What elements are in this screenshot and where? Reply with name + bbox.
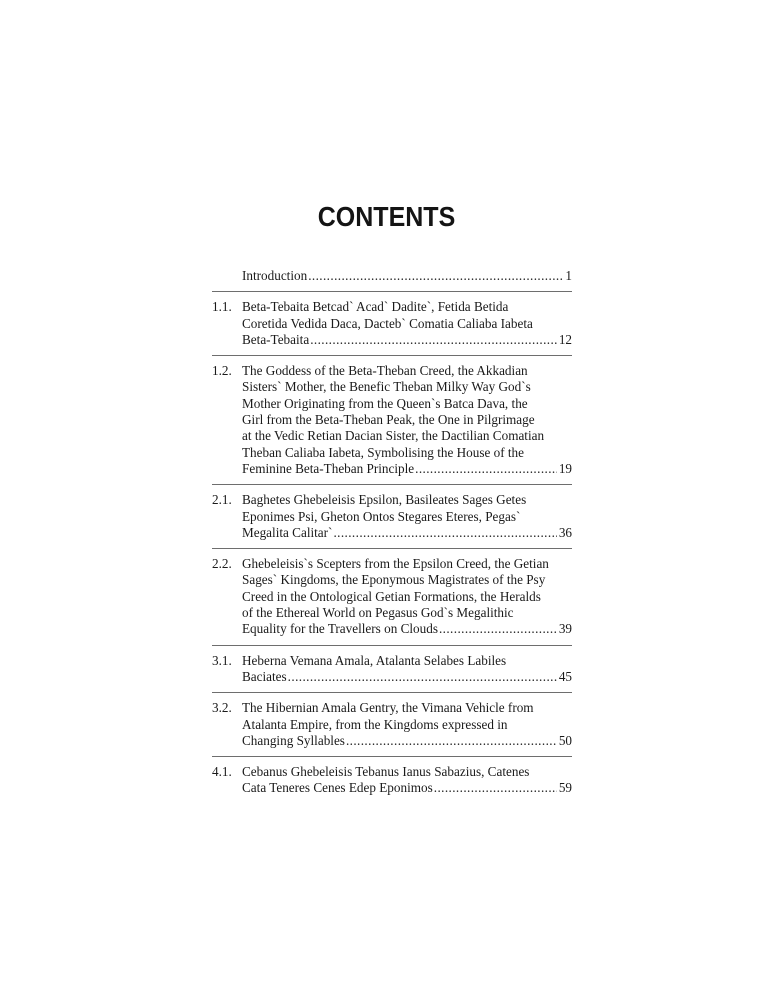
toc-entry-line <box>242 316 572 332</box>
toc-entry-introduction <box>212 268 572 284</box>
toc-entry <box>212 363 572 477</box>
toc-page-number: 1 <box>565 268 572 283</box>
toc-entry <box>212 700 572 749</box>
toc-entry-number: 4.1. <box>212 764 232 780</box>
dot-leader <box>346 733 557 749</box>
toc-page-number: 19 <box>558 460 572 476</box>
toc-entry-last-line <box>242 268 572 284</box>
toc-entry-text: Beta-Tebaita <box>242 331 310 347</box>
divider <box>212 291 572 292</box>
toc-entry-line <box>242 556 572 572</box>
toc-entry-text: Beta-Tebaita Betcad` Acad` Dadite`, Fetida Betida <box>242 299 509 315</box>
toc-entry-text: Equality for the Travellers on Clouds <box>242 621 438 637</box>
toc-entry-text: Cata Teneres Cenes Edep Eponimos <box>242 780 433 796</box>
toc-entry <box>212 492 572 541</box>
toc-entry-last-line <box>242 461 572 477</box>
dot-leader <box>310 332 557 348</box>
divider <box>212 756 572 757</box>
toc-entry-last-line <box>242 669 572 685</box>
toc-entry-text: Heberna Vemana Amala, Atalanta Selabes Labiles <box>242 652 507 668</box>
toc-entry-text: Megalita Calitar` <box>242 524 333 540</box>
divider <box>212 355 572 356</box>
table-of-contents <box>212 268 572 797</box>
toc-entry-number: 2.2. <box>212 556 232 572</box>
toc-entry-text: The Hibernian Amala Gentry, the Vimana Vehicle from <box>242 700 534 716</box>
toc-entry-line <box>242 363 572 379</box>
toc-entry-line <box>242 396 572 412</box>
toc-entry-line <box>242 379 572 395</box>
toc-page-number: 50 <box>558 732 572 748</box>
toc-entry-line <box>242 653 572 669</box>
toc-entry-line <box>242 299 572 315</box>
divider <box>212 548 572 549</box>
toc-page-number: 59 <box>558 780 572 796</box>
dot-leader <box>434 780 557 796</box>
toc-entry-line <box>242 412 572 428</box>
dot-leader <box>333 525 556 541</box>
divider <box>212 484 572 485</box>
toc-entry-text: Feminine Beta-Theban Principle <box>242 460 415 476</box>
toc-entry <box>212 299 572 348</box>
toc-page-number: 45 <box>558 668 572 684</box>
toc-page-number: 12 <box>558 331 572 347</box>
toc-entry-number: 2.1. <box>212 492 232 508</box>
toc-entry-text: Changing Syllables <box>242 732 345 748</box>
toc-entry-text: Mother Originating from the Queen`s Batca Dava, the <box>242 395 528 411</box>
toc-entry-last-line <box>242 621 572 637</box>
toc-entry-number: 1.1. <box>212 299 232 315</box>
toc-entry-text: Cebanus Ghebeleisis Tebanus Ianus Sabazius, Catenes <box>242 764 530 780</box>
toc-entry-line <box>242 589 572 605</box>
dot-leader <box>439 621 557 637</box>
toc-entry-number: 3.1. <box>212 652 232 668</box>
toc-entry-last-line <box>242 332 572 348</box>
toc-entry-text: Ghebeleisis`s Scepters from the Epsilon Creed, the Getian <box>242 556 549 572</box>
toc-entry-title: Introduction <box>242 268 308 283</box>
toc-entry-line <box>242 572 572 588</box>
divider <box>212 692 572 693</box>
toc-page-number: 39 <box>558 621 572 637</box>
toc-entry-line <box>242 700 572 716</box>
toc-entry-number: 3.2. <box>212 700 232 716</box>
toc-page-number: 36 <box>558 524 572 540</box>
dot-leader <box>288 669 557 685</box>
toc-entry-text: Coretida Vedida Daca, Dacteb` Comatia Caliaba Iabeta <box>242 315 533 331</box>
toc-entry-text: Baghetes Ghebeleisis Epsilon, Basileates Sages Getes <box>242 492 527 508</box>
divider <box>212 645 572 646</box>
toc-entry <box>212 653 572 686</box>
toc-entry-last-line <box>242 525 572 541</box>
dot-leader <box>308 268 563 284</box>
toc-entry <box>212 764 572 797</box>
toc-entry-last-line <box>242 780 572 796</box>
toc-entry <box>212 556 572 637</box>
toc-entry-text: of the Ethereal World on Pegasus God`s Megalithic <box>242 605 514 621</box>
toc-entry-line <box>242 605 572 621</box>
toc-entry-text: Creed in the Ontological Getian Formations, the Heralds <box>242 588 541 604</box>
toc-entry-line <box>242 717 572 733</box>
toc-entry-text: Atalanta Empire, from the Kingdoms expressed in <box>242 716 508 732</box>
toc-entry-text: Girl from the Beta-Theban Peak, the One in Pilgrimage <box>242 412 535 428</box>
page-title: CONTENTS <box>317 201 456 233</box>
dot-leader <box>415 461 557 477</box>
toc-entry-text: Baciates <box>242 668 287 684</box>
toc-entry-line <box>242 509 572 525</box>
toc-entry-last-line <box>242 733 572 749</box>
toc-entry-line <box>242 492 572 508</box>
toc-entry-text: at the Vedic Retian Dacian Sister, the Dactilian Comatian <box>242 428 545 444</box>
toc-entry-text: Sages` Kingdoms, the Eponymous Magistrates of the Psy <box>242 572 546 588</box>
toc-entry-line <box>242 445 572 461</box>
toc-entry-number: 1.2. <box>212 363 232 379</box>
toc-entry-line <box>242 428 572 444</box>
toc-entry-text: Theban Caliaba Iabeta, Symbolising the House of the <box>242 444 524 460</box>
toc-entry-text: Sisters` Mother, the Benefic Theban Milky Way God`s <box>242 379 531 395</box>
toc-entry-line <box>242 764 572 780</box>
toc-entry-text: The Goddess of the Beta-Theban Creed, the Akkadian <box>242 363 528 379</box>
toc-entry-text: Eponimes Psi, Gheton Ontos Stegares Eteres, Pegas` <box>242 508 521 524</box>
